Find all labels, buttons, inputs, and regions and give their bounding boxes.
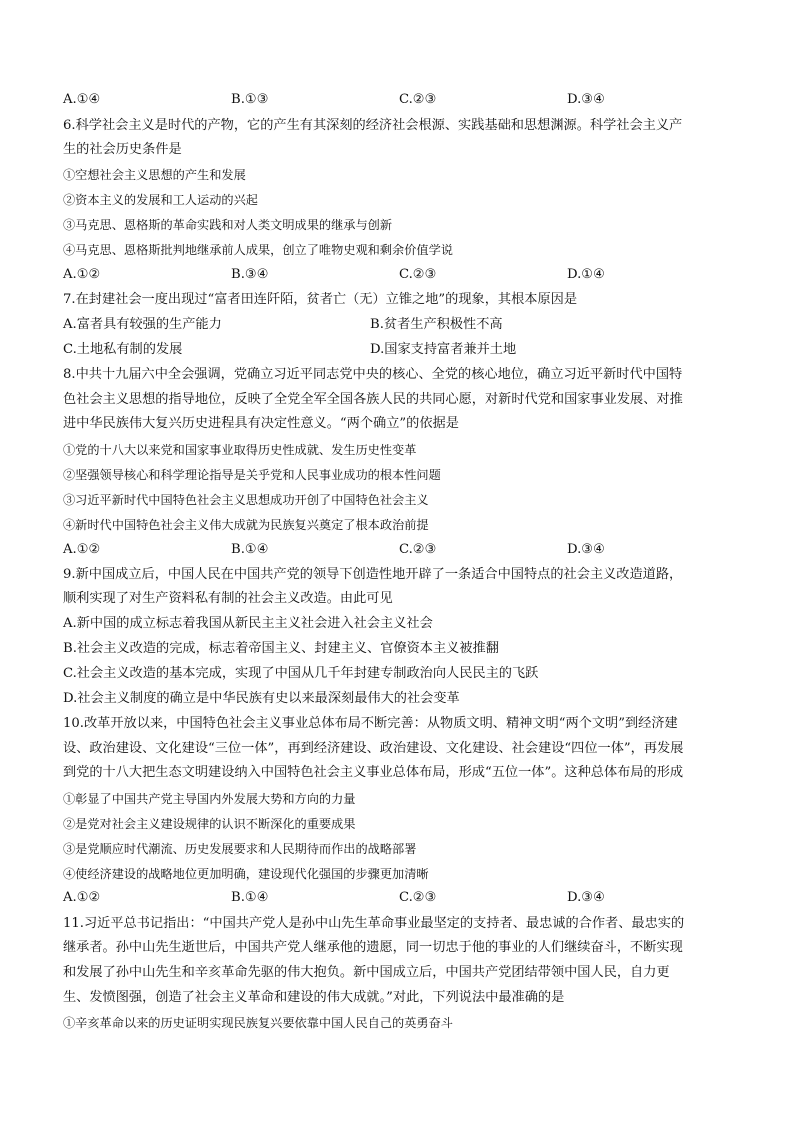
q10-stem-line: 到党的十八大把生态文明建设纳入中国特色社会主义事业总体布局，形成“五位一体”。这种总体布局的形成 xyxy=(63,765,684,780)
q8-stem-line: 进中华民族伟大复兴历史进程具有决定性意义。“两个确立”的依据是 xyxy=(63,416,459,431)
q10-stem-line: 10.改革开放以来，中国特色社会主义事业总体布局不断完善：从物质文明、精神文明“两个文明”到经济建 xyxy=(63,716,678,731)
q7-option-d: D.国家支持富者兼并土地 xyxy=(370,342,517,357)
q8-option-a: A.①② xyxy=(63,542,101,557)
q6-option-d: D.①④ xyxy=(567,267,605,282)
q6-item: ③马克思、恩格斯的革命实践和对人类文明成果的继承与创新 xyxy=(63,218,393,232)
q10-item: ①彰显了中国共产党主导国内外发展大势和方向的力量 xyxy=(63,792,356,806)
q8-item: ①党的十八大以来党和国家事业取得历史性成就、发生历史性变革 xyxy=(63,443,417,457)
q5-option-a: A.①④ xyxy=(63,92,101,107)
q6-option-b: B.③④ xyxy=(231,267,269,282)
q9-stem-line: 9.新中国成立后，中国人民在中国共产党的领导下创造性地开辟了一条适合中国特点的社会主义改造道路， xyxy=(63,567,683,582)
q11-stem-line: 11.习近平总书记指出：“中国共产党人是孙中山先生革命事业最坚定的支持者、最忠诚的合作者、最忠实的 xyxy=(63,916,685,931)
q11-stem-line: 生、发愤图强，创造了社会主义革命和建设的伟大成就。”对此，下列说法中最准确的是 xyxy=(63,990,565,1005)
q8-item: ②坚强领导核心和科学理论指导是关乎党和人民事业成功的根本性问题 xyxy=(63,468,441,482)
q7-option-a: A.富者具有较强的生产能力 xyxy=(63,317,222,332)
q8-option-d: D.③④ xyxy=(567,542,605,557)
q8-item: ③习近平新时代中国特色社会主义思想成功开创了中国特色社会主义 xyxy=(63,493,429,507)
q6-item: ①空想社会主义思想的产生和发展 xyxy=(63,168,246,182)
q11-item: ①辛亥革命以来的历史证明实现民族复兴要依靠中国人民自己的英勇奋斗 xyxy=(63,1016,453,1030)
q9-option: C.社会主义改造的基本完成，实现了中国从几千年封建专制政治向人民民主的飞跃 xyxy=(63,666,539,681)
q10-item: ②是党对社会主义建设规律的认识不断深化的重要成果 xyxy=(63,817,356,831)
q10-item: ④使经济建设的战略地位更加明确，建设现代化强国的步骤更加清晰 xyxy=(63,867,429,881)
q10-option-c: C.②③ xyxy=(399,890,437,905)
q6-option-c: C.②③ xyxy=(399,267,437,282)
q7-option-b: B.贫者生产积极性不高 xyxy=(370,317,503,332)
q11-stem-line: 和发展了孙中山先生和辛亥革命先驱的伟大抱负。新中国成立后，中国共产党团结带领中国人民，自力更 xyxy=(63,965,670,980)
q10-option-a: A.①② xyxy=(63,890,101,905)
q6-item: ④马克思、恩格斯批判地继承前人成果，创立了唯物史观和剩余价值学说 xyxy=(63,243,453,257)
q7-stem: 7.在封建社会一度出现过“富者田连阡陌，贫者亡（无）立锥之地”的现象，其根本原因是 xyxy=(63,292,577,307)
q11-stem-line: 继承者。孙中山先生逝世后，中国共产党人继承他的遗愿，同一切忠于他的事业的人们继续奋斗，不断实现 xyxy=(63,940,683,955)
q9-option: A.新中国的成立标志着我国从新民主主义社会进入社会主义社会 xyxy=(63,616,433,631)
q6-item: ②资本主义的发展和工人运动的兴起 xyxy=(63,193,258,207)
q10-option-d: D.③④ xyxy=(567,890,605,905)
q7-option-c: C.土地私有制的发展 xyxy=(63,342,183,357)
q6-option-a: A.①② xyxy=(63,267,101,282)
q5-option-b: B.①③ xyxy=(231,92,269,107)
q10-stem-line: 设、政治建设、文化建设“三位一体”，再到经济建设、政治建设、文化建设、社会建设“四位一体”，再发展 xyxy=(63,741,684,756)
q10-item: ③是党顺应时代潮流、历史发展要求和人民期待而作出的战略部署 xyxy=(63,842,417,856)
q9-option: B.社会主义改造的完成，标志着帝国主义、封建主义、官僚资本主义被推翻 xyxy=(63,641,499,656)
q9-stem-line: 顺利实现了对生产资料私有制的社会主义改造。由此可见 xyxy=(63,591,393,606)
q9-option: D.社会主义制度的确立是中华民族有史以来最深刻最伟大的社会变革 xyxy=(63,691,460,706)
q6-stem-line: 生的社会历史条件是 xyxy=(63,142,182,157)
q6-stem-line: 6.科学社会主义是时代的产物，它的产生有其深刻的经济社会根源、实践基础和思想渊源。科学社会主义产 xyxy=(63,118,683,133)
q10-option-b: B.①④ xyxy=(231,890,269,905)
q5-option-d: D.③④ xyxy=(567,92,605,107)
q8-stem-line: 色社会主义思想的指导地位，反映了全党全军全国各族人民的共同心愿，对新时代党和国家事业发展、对推 xyxy=(63,392,683,407)
q8-stem-line: 8.中共十九届六中全会强调，党确立习近平同志党中央的核心、全党的核心地位，确立习近平新时代中国特 xyxy=(63,367,683,382)
q8-option-b: B.①④ xyxy=(231,542,269,557)
q5-option-c: C.②③ xyxy=(399,92,437,107)
q8-option-c: C.②③ xyxy=(399,542,437,557)
q8-item: ④新时代中国特色社会主义伟大成就为民族复兴奠定了根本政治前提 xyxy=(63,518,429,532)
